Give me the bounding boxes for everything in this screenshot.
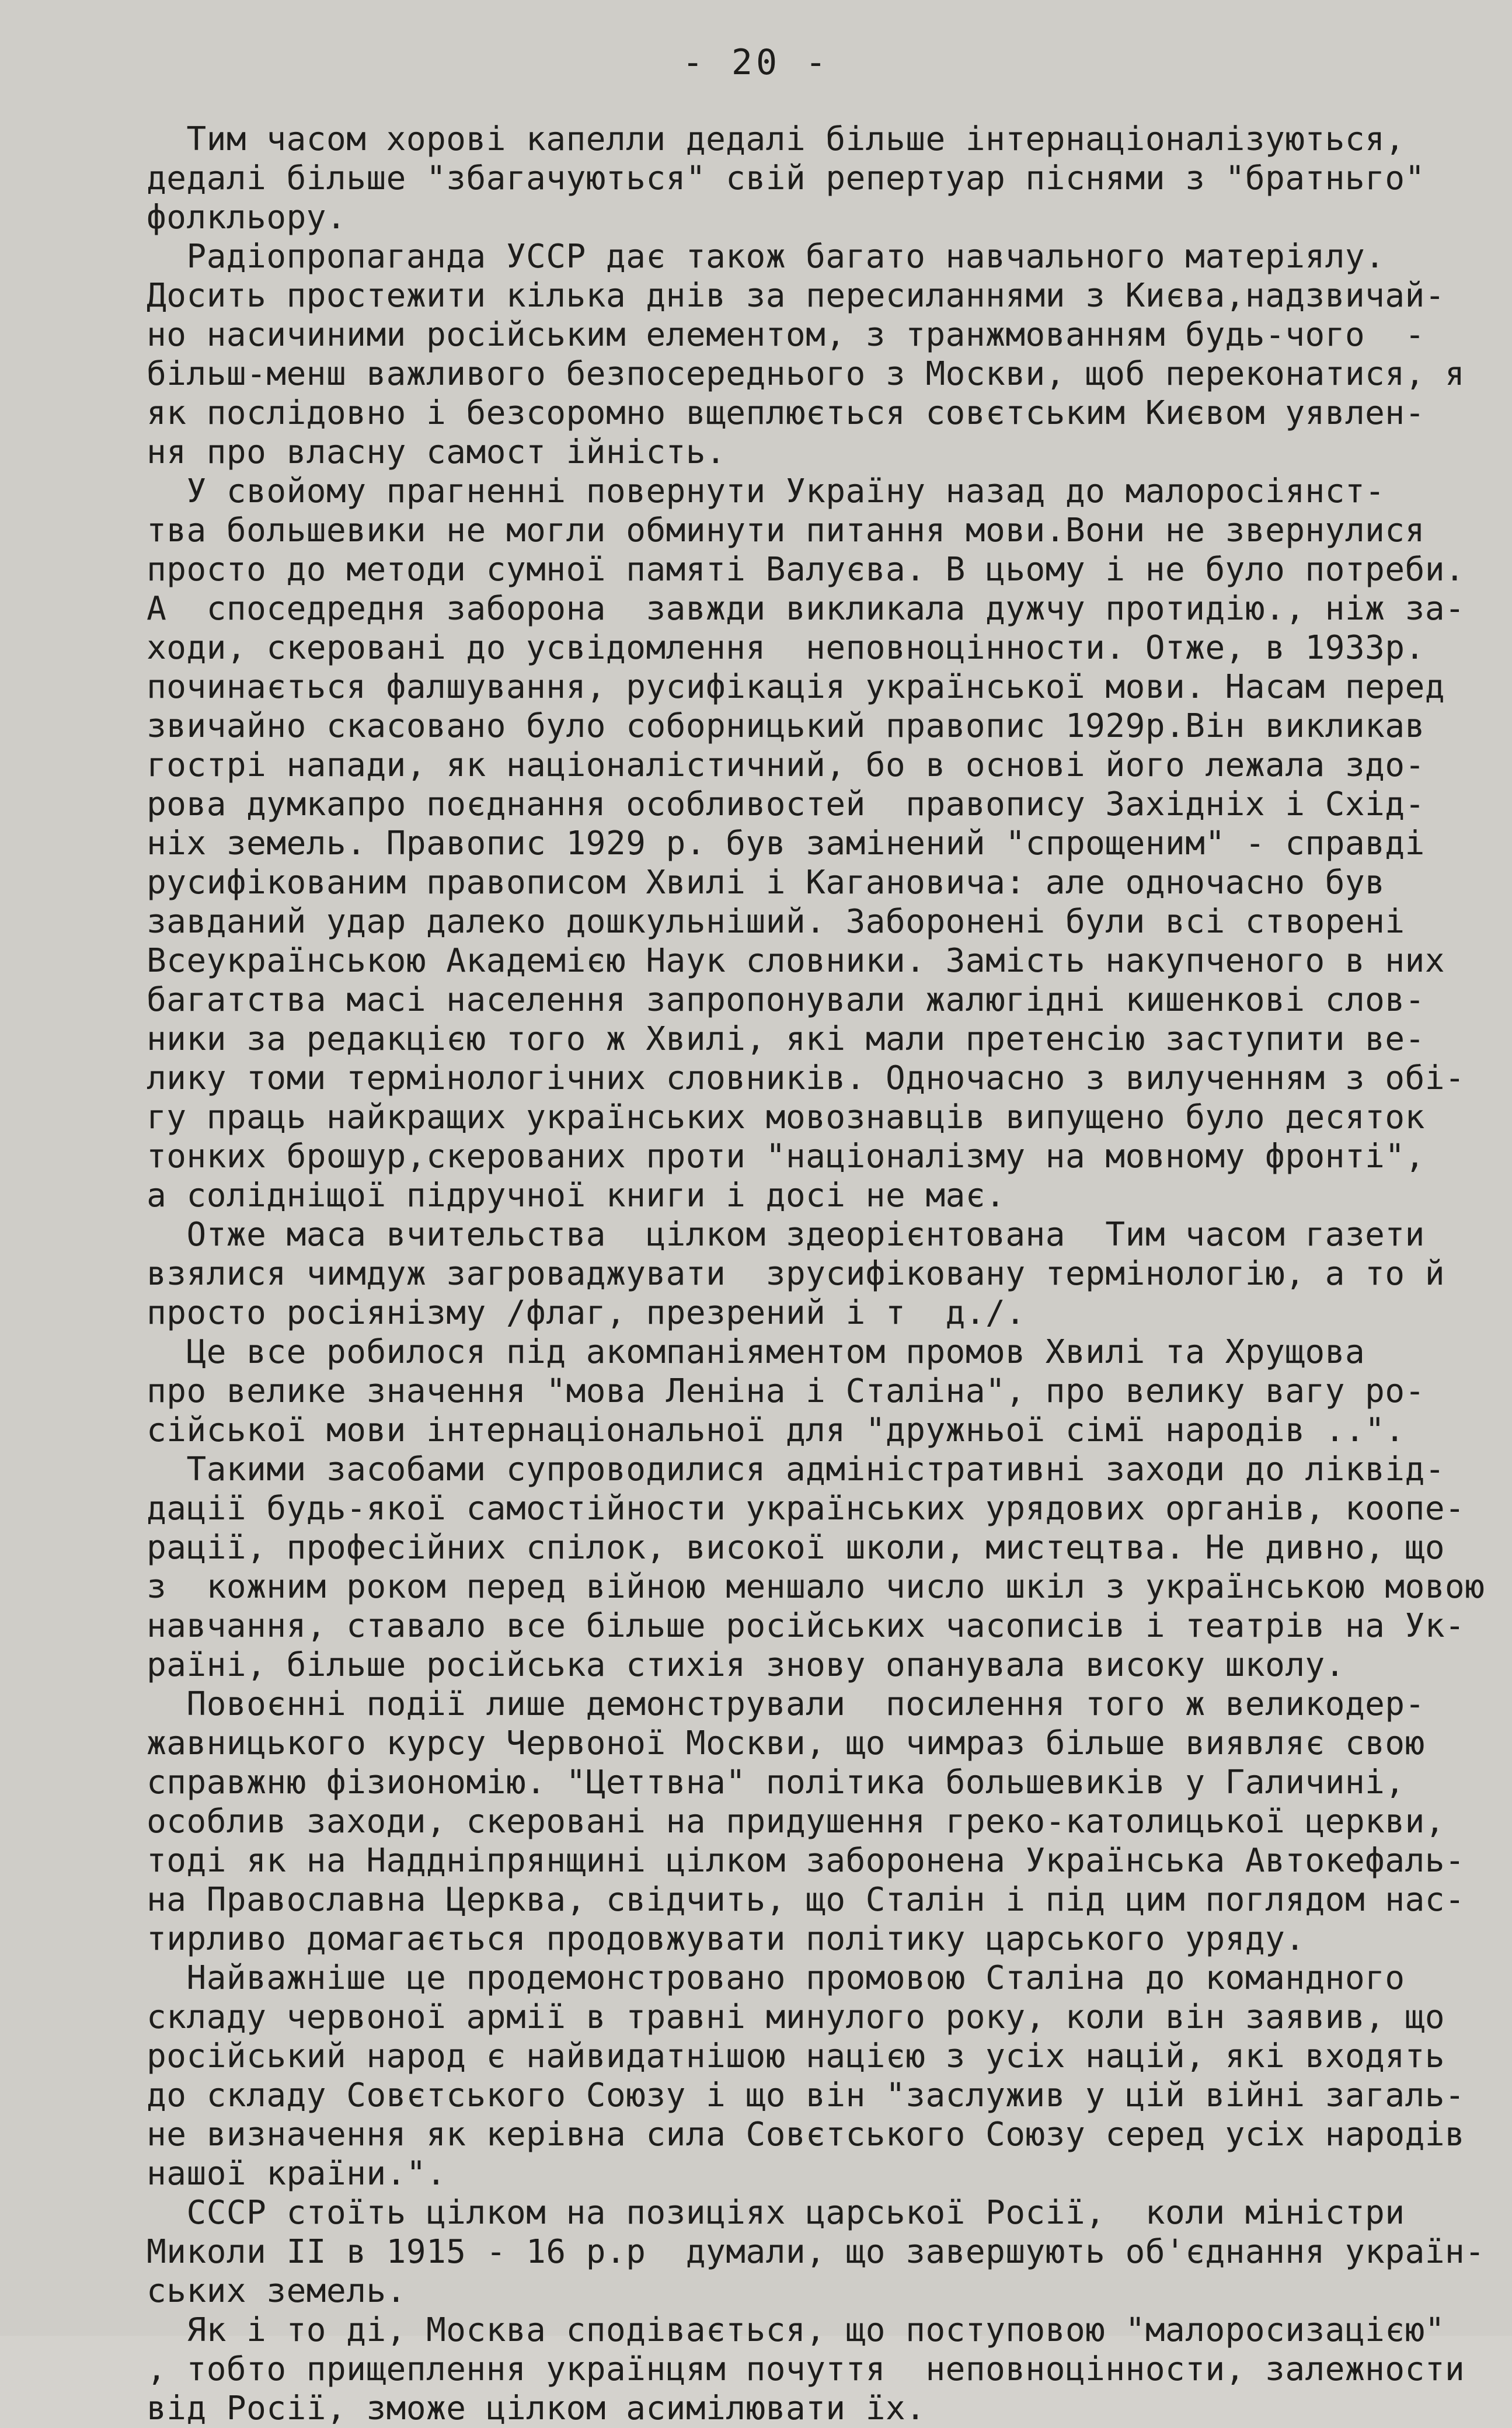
text-line: сійської мови інтернаціональної для "дружньої сімї народів ..".	[47, 1411, 1405, 1449]
text-line: Повоєнні події лише демонстрували посилення того ж великодер-	[47, 1685, 1425, 1723]
text-line: не визначення як керівна сила Совєтського Союзу серед усіх народів	[47, 2116, 1465, 2154]
text-line: , тобто прищеплення українцям почуття неповноцінности, залежности	[47, 2350, 1465, 2388]
text-line: гу праць найкращих українських мовознавців випущено було десяток	[47, 1098, 1425, 1136]
text-line: завданий удар далеко дошкульніший. Заборонені були всі створені	[47, 903, 1405, 941]
text-line: рації, професійних спілок, високої школи, мистецтва. Не дивно, що	[47, 1529, 1445, 1567]
text-line: У свойому прагненні повернути Україну назад до малоросіянст-	[47, 472, 1385, 510]
text-line: ніх земель. Правопис 1929 р. був замінений "спрощеним" - справді	[47, 825, 1425, 862]
text-line: Радіопропаганда УССР дає також багато навчального матеріялу.	[47, 238, 1385, 276]
text-line: лику томи термінологічних словників. Одночасно з вилученням з обі-	[47, 1059, 1465, 1097]
text-line: тоді як на Наддніпрянщині цілком заборонена Українська Автокефаль-	[47, 1842, 1465, 1880]
text-line: взялися чимдуж загроваджувати зрусифіковану термінологію, а то й	[47, 1255, 1445, 1293]
text-line: до складу Совєтського Союзу і що він "заслужив у цій війні загаль-	[47, 2076, 1465, 2114]
text-line: Тим часом хорові капелли дедалі більше інтернаціоналізуються,	[47, 120, 1405, 158]
text-line: навчання, ставало все більше російських часописів і театрів на Ук-	[47, 1607, 1465, 1645]
text-line: ходи, скеровані до усвідомлення неповноцінности. Отже, в 1933р.	[47, 629, 1425, 667]
text-line: ники за редакцією того ж Хвилі, які мали претенсію заступити ве-	[47, 1020, 1425, 1058]
text-line: просто росіянізму /флаг, презрений і т д./.	[47, 1294, 1026, 1332]
text-line: особлив заходи, скеровані на придушення греко-католицької церкви,	[47, 1803, 1445, 1841]
text-line: на Православна Церква, свідчить, що Сталін і під цим поглядом нас-	[47, 1881, 1465, 1919]
text-line: жавницького курсу Червоної Москви, що чимраз більше виявляє свою	[47, 1724, 1425, 1762]
text-line: ня про власну самост ійність.	[47, 433, 726, 471]
text-line: більш-менш важливого безпосереднього з Москви, щоб переконатися, я	[47, 355, 1465, 393]
page-number: - 20 -	[682, 42, 830, 83]
text-line: раїні, більше російська стихія знову опанувала високу школу.	[47, 1646, 1345, 1684]
text-line: дедалі більше "збагачуються" свій репертуар піснями з "братньго"	[47, 159, 1425, 197]
text-line: складу червоної армії в травні минулого року, коли він заявив, що	[47, 1998, 1445, 2036]
text-line: А споседредня заборона завжди викликала дужчу протидію., ніж за-	[47, 590, 1465, 628]
text-line: від Росії, зможе цілком асимілювати їх.	[47, 2389, 926, 2427]
text-line: Всеукраїнською Академією Наук словники. Замість накупченого в них	[47, 942, 1445, 980]
text-line: Найважніше це продемонстровано промовою Сталіна до командного	[47, 1959, 1405, 1997]
text-line: справжню фізиономію. "Цеттвна" політика большевиків у Галичині,	[47, 1763, 1405, 1801]
text-line: дації будь-якої самостійности українських урядових органів, коопе-	[47, 1490, 1465, 1528]
text-line: тонких брошур,скерованих проти "націоналізму на мовному фронті",	[47, 1138, 1425, 1175]
text-line: Отже маса вчительства цілком здеорієнтована Тим часом газети	[47, 1216, 1425, 1254]
text-line: СССР стоїть цілком на позиціях царської Росії, коли міністри	[47, 2194, 1405, 2232]
text-line: ських земель.	[47, 2272, 406, 2310]
text-line: а солідніщої підручної книги і досі не має.	[47, 1177, 1006, 1215]
text-line: тирливо домагається продовжувати політику царського уряду.	[47, 1920, 1305, 1958]
text-line: гострі напади, як націоналістичний, бо в основі його лежала здо-	[47, 746, 1425, 784]
text-line: звичайно скасовано було соборницький правопис 1929р.Він викликав	[47, 707, 1425, 745]
text-line: Це все робилося під акомпаніяментом промов Хвилі та Хрущова	[47, 1333, 1365, 1371]
text-line: про велике значення "мова Леніна і Сталіна", про велику вагу ро-	[47, 1372, 1425, 1410]
text-line: но насичиними російським елементом, з транжмованням будь-чого -	[47, 316, 1425, 354]
text-line: з кожним роком перед війною меншало число шкіл з українською мовою	[47, 1568, 1485, 1606]
text-line: як послідовно і безсоромно вщеплюється совєтським Києвом уявлен-	[47, 394, 1425, 432]
text-line: Як і то ді, Москва сподівається, що поступовою "малоросизацією"	[47, 2311, 1445, 2349]
text-line: просто до методи сумної памяті Валуєва. В цьому і не було потреби.	[47, 551, 1465, 589]
text-line: тва большевики не могли обминути питання мови.Вони не звернулися	[47, 512, 1425, 549]
text-line: Миколи II в 1915 - 16 р.р думали, що завершують об'єднання україн-	[47, 2233, 1485, 2271]
text-line: Такими засобами супроводилися адміністративні заходи до ліквід-	[47, 1450, 1445, 1488]
text-line: русифікованим правописом Хвилі і Кагановича: але одночасно був	[47, 864, 1385, 902]
text-line: Досить простежити кілька днів за пересиланнями з Києва,надзвичай-	[47, 277, 1445, 315]
text-line: нашої країни.".	[47, 2155, 447, 2193]
text-line: багатства масі населення запропонували жалюгідні кишенкові слов-	[47, 981, 1425, 1019]
text-line: рова думкапро поєднання особливостей правопису Західніх і Схід-	[47, 785, 1425, 823]
text-line: фолкльору.	[47, 199, 347, 236]
body-text	[47, 120, 1485, 2428]
text-line: починається фалшування, русифікація української мови. Насам перед	[47, 668, 1445, 706]
text-line: російський народ є найвидатнішою нацією з усіх націй, які входять	[47, 2037, 1445, 2075]
